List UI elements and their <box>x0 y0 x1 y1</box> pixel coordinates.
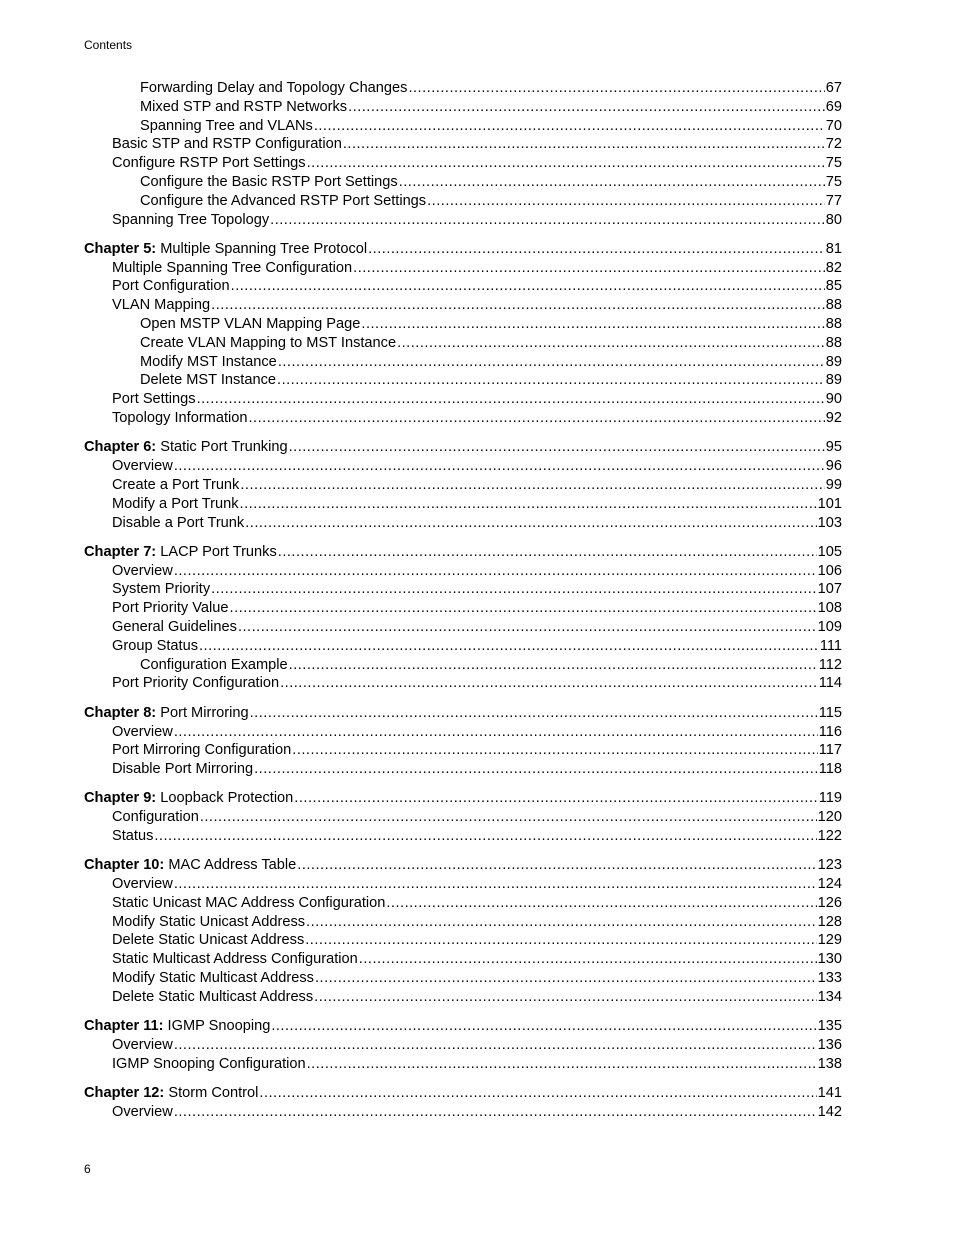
toc-entry[interactable] <box>84 827 842 846</box>
page-ref: 130 <box>817 951 842 968</box>
page-ref: 133 <box>817 970 842 987</box>
toc-entry[interactable] <box>84 371 842 390</box>
toc-entry[interactable] <box>84 1036 842 1055</box>
chapter-heading <box>84 856 296 875</box>
entry-title: Open MSTP VLAN Mapping Page <box>140 316 361 333</box>
toc-entry[interactable] <box>84 580 842 599</box>
entry-title: Modify Static Unicast Address <box>112 913 306 930</box>
dot-leader <box>248 409 824 428</box>
chapter-label: Chapter 5: <box>84 240 157 257</box>
page-ref: 118 <box>818 761 842 778</box>
entry-title: Configure the Advanced RSTP Port Settings <box>140 192 427 209</box>
toc-entry[interactable] <box>84 723 842 742</box>
page-ref: 119 <box>818 790 842 807</box>
page-ref: 128 <box>817 913 842 930</box>
dot-leader <box>238 618 817 637</box>
page-ref: 116 <box>818 723 842 740</box>
page-ref: 95 <box>825 439 842 456</box>
dot-leader <box>292 741 817 760</box>
entry-title: Overview <box>112 723 173 740</box>
page-ref: 111 <box>819 637 842 654</box>
entry-title: Disable a Port Trunk <box>112 514 245 531</box>
toc-chapter-entry[interactable] <box>84 240 842 259</box>
chapter-label: Chapter 10: <box>84 857 165 874</box>
toc-chapter-entry[interactable] <box>84 438 842 457</box>
dot-leader <box>277 371 825 390</box>
dot-leader <box>154 827 816 846</box>
page-ref: 88 <box>825 334 842 351</box>
toc-entry[interactable] <box>84 334 842 353</box>
dot-leader <box>359 950 817 969</box>
page-ref: 88 <box>825 297 842 314</box>
dot-leader <box>399 173 825 192</box>
dot-leader <box>294 789 817 808</box>
dot-leader <box>174 562 817 581</box>
dot-leader <box>245 514 816 533</box>
toc-entry[interactable] <box>84 192 842 211</box>
page-ref: 134 <box>817 988 842 1005</box>
toc-chapter-entry[interactable] <box>84 789 842 808</box>
entry-title: Overview <box>112 1036 173 1053</box>
page-ref: 142 <box>817 1103 842 1120</box>
page-ref: 108 <box>817 600 842 617</box>
toc-entry[interactable] <box>84 656 842 675</box>
toc-chapter-entry[interactable] <box>84 1084 842 1103</box>
entry-title: Mixed STP and RSTP Networks <box>140 98 348 115</box>
page-ref: 135 <box>817 1018 842 1035</box>
page-ref: 75 <box>825 173 842 190</box>
dot-leader <box>211 296 825 315</box>
toc-entry[interactable] <box>84 457 842 476</box>
entry-title: Create a Port Trunk <box>112 476 240 493</box>
dot-leader <box>386 894 816 913</box>
toc-entry[interactable] <box>84 277 842 296</box>
page-ref: 105 <box>817 543 842 560</box>
dot-leader <box>278 543 817 562</box>
page-ref: 81 <box>825 240 842 257</box>
entry-title: Delete Static Multicast Address <box>112 988 314 1005</box>
entry-title: Modify Static Multicast Address <box>112 970 314 987</box>
page-ref: 141 <box>817 1085 842 1102</box>
entry-title: Basic STP and RSTP Configuration <box>112 136 342 153</box>
page-ref: 90 <box>825 391 842 408</box>
page-ref: 109 <box>817 619 842 636</box>
page-ref: 99 <box>825 476 842 493</box>
page-ref: 103 <box>817 514 842 531</box>
chapter-label: Chapter 12: <box>84 1085 165 1102</box>
toc-entry[interactable] <box>84 760 842 779</box>
toc-entry[interactable] <box>84 476 842 495</box>
chapter-heading <box>84 543 277 562</box>
dot-leader <box>270 211 825 230</box>
dot-leader <box>240 495 817 514</box>
dot-leader <box>368 240 825 259</box>
dot-leader <box>343 135 825 154</box>
entry-title: Create VLAN Mapping to MST Instance <box>140 334 397 351</box>
toc-entry[interactable] <box>84 674 842 693</box>
dot-leader <box>174 723 818 742</box>
entry-title: Modify a Port Trunk <box>112 495 239 512</box>
entry-title: Delete MST Instance <box>140 372 277 389</box>
dot-leader <box>250 704 818 723</box>
entry-title: General Guidelines <box>112 619 237 636</box>
page-ref: 138 <box>817 1055 842 1072</box>
entry-title: Topology Information <box>112 410 248 427</box>
page-ref: 75 <box>825 155 842 172</box>
toc-entry[interactable] <box>84 211 842 230</box>
dot-leader <box>230 599 817 618</box>
chapter-title: Loopback Protection <box>160 790 294 807</box>
page-ref: 120 <box>817 809 842 826</box>
entry-title: Spanning Tree and VLANs <box>140 117 313 134</box>
entry-title: Port Mirroring Configuration <box>112 742 292 759</box>
chapter-title: Static Port Trunking <box>160 439 288 456</box>
toc-entry[interactable] <box>84 98 842 117</box>
dot-leader <box>307 154 825 173</box>
page-ref: 112 <box>818 656 842 673</box>
entry-title: Static Multicast Address Configuration <box>112 951 358 968</box>
page-ref: 123 <box>817 857 842 874</box>
dot-leader <box>240 476 824 495</box>
dot-leader <box>307 1055 817 1074</box>
toc-entry[interactable] <box>84 950 842 969</box>
page-ref: 72 <box>825 136 842 153</box>
entry-title: IGMP Snooping Configuration <box>112 1055 306 1072</box>
dot-leader <box>271 1017 816 1036</box>
page-ref: 80 <box>825 211 842 228</box>
toc-entry[interactable] <box>84 1055 842 1074</box>
page-ref: 92 <box>825 410 842 427</box>
page-ref: 89 <box>825 372 842 389</box>
chapter-title: IGMP Snooping <box>167 1018 271 1035</box>
chapter-title: Storm Control <box>168 1085 259 1102</box>
chapter-label: Chapter 9: <box>84 790 157 807</box>
dot-leader <box>427 192 825 211</box>
toc-entry[interactable] <box>84 599 842 618</box>
dot-leader <box>200 808 817 827</box>
chapter-heading <box>84 1017 270 1036</box>
dot-leader <box>305 931 816 950</box>
page-ref: 126 <box>817 894 842 911</box>
page-ref: 114 <box>818 675 842 692</box>
toc-entry[interactable] <box>84 637 842 656</box>
dot-leader <box>254 760 818 779</box>
chapter-heading <box>84 1084 258 1103</box>
dot-leader <box>353 259 825 278</box>
entry-title: Configuration Example <box>140 656 288 673</box>
entry-title: Disable Port Mirroring <box>112 761 254 778</box>
dot-leader <box>199 637 819 656</box>
dot-leader <box>297 856 816 875</box>
toc-entry[interactable] <box>84 875 842 894</box>
toc-entry[interactable] <box>84 1103 842 1122</box>
entry-title: Overview <box>112 1103 173 1120</box>
toc-entry[interactable] <box>84 988 842 1007</box>
entry-title: VLAN Mapping <box>112 297 211 314</box>
toc-entry[interactable] <box>84 259 842 278</box>
toc-entry[interactable] <box>84 894 842 913</box>
chapter-label: Chapter 11: <box>84 1018 164 1035</box>
toc-chapter-entry[interactable] <box>84 543 842 562</box>
page-ref: 107 <box>817 581 842 598</box>
toc-entry[interactable] <box>84 117 842 136</box>
dot-leader <box>315 969 817 988</box>
dot-leader <box>306 913 817 932</box>
dot-leader <box>174 1103 817 1122</box>
chapter-title: Port Mirroring <box>160 704 249 721</box>
table-of-contents <box>84 79 842 1122</box>
page-ref: 122 <box>817 827 842 844</box>
toc-chapter-entry[interactable] <box>84 856 842 875</box>
entry-title: Port Configuration <box>112 278 230 295</box>
chapter-heading <box>84 240 367 259</box>
page-ref: 88 <box>825 316 842 333</box>
dot-leader <box>361 315 824 334</box>
page-ref: 69 <box>825 98 842 115</box>
chapter-title: LACP Port Trunks <box>160 543 277 560</box>
entry-title: System Priority <box>112 581 211 598</box>
page-ref: 82 <box>825 259 842 276</box>
toc-entry[interactable] <box>84 390 842 409</box>
entry-title: Multiple Spanning Tree Configuration <box>112 259 353 276</box>
toc-entry[interactable] <box>84 315 842 334</box>
entry-title: Port Priority Value <box>112 600 229 617</box>
entry-title: Modify MST Instance <box>140 353 277 370</box>
entry-title: Forwarding Delay and Topology Changes <box>140 80 408 96</box>
entry-title: Spanning Tree Topology <box>112 211 270 228</box>
toc-entry[interactable] <box>84 514 842 533</box>
dot-leader <box>408 79 824 98</box>
entry-title: Port Priority Configuration <box>112 675 280 692</box>
page-ref: 85 <box>825 278 842 295</box>
toc-entry[interactable] <box>84 79 842 98</box>
toc-entry[interactable] <box>84 173 842 192</box>
dot-leader <box>174 1036 817 1055</box>
page-number: 6 <box>84 1162 91 1176</box>
chapter-title: Multiple Spanning Tree Protocol <box>160 240 368 257</box>
chapter-label: Chapter 8: <box>84 704 157 721</box>
entry-title: Overview <box>112 562 173 579</box>
dot-leader <box>174 875 817 894</box>
page-ref: 124 <box>817 876 842 893</box>
toc-entry[interactable] <box>84 353 842 372</box>
dot-leader <box>280 674 818 693</box>
dot-leader <box>314 117 825 136</box>
page-ref: 117 <box>818 742 842 759</box>
chapter-heading <box>84 704 249 723</box>
entry-title: Configure RSTP Port Settings <box>112 155 306 172</box>
entry-title: Configuration <box>112 809 199 826</box>
running-header: Contents <box>84 38 133 52</box>
entry-title: Overview <box>112 876 173 893</box>
dot-leader <box>397 334 825 353</box>
page-ref: 89 <box>825 353 842 370</box>
toc-entry[interactable] <box>84 913 842 932</box>
toc-entry[interactable] <box>84 495 842 514</box>
dot-leader <box>348 98 825 117</box>
entry-title: Group Status <box>112 637 198 654</box>
page-ref: 77 <box>825 192 842 209</box>
toc-entry[interactable] <box>84 931 842 950</box>
dot-leader <box>174 457 825 476</box>
dot-leader <box>278 353 825 372</box>
chapter-label: Chapter 7: <box>84 543 157 560</box>
toc-entry[interactable] <box>84 154 842 173</box>
entry-title: Static Unicast MAC Address Configuration <box>112 894 386 911</box>
toc-chapter-entry[interactable] <box>84 1017 842 1036</box>
dot-leader <box>231 277 825 296</box>
toc-entry[interactable] <box>84 135 842 154</box>
entry-title: Configure the Basic RSTP Port Settings <box>140 173 398 190</box>
page-ref: 136 <box>817 1036 842 1053</box>
chapter-label: Chapter 6: <box>84 439 157 456</box>
entry-title: Port Settings <box>112 391 196 408</box>
toc-entry[interactable] <box>84 618 842 637</box>
toc-entry[interactable] <box>84 741 842 760</box>
toc-entry[interactable] <box>84 969 842 988</box>
toc-chapter-entry[interactable] <box>84 704 842 723</box>
entry-title: Delete Static Unicast Address <box>112 932 305 949</box>
page-ref: 96 <box>825 458 842 475</box>
toc-entry[interactable] <box>84 296 842 315</box>
chapter-heading <box>84 789 293 808</box>
page-ref: 101 <box>817 495 842 512</box>
chapter-title: MAC Address Table <box>168 857 297 874</box>
dot-leader <box>259 1084 816 1103</box>
page-ref: 67 <box>825 80 842 96</box>
dot-leader <box>289 656 818 675</box>
toc-entry[interactable] <box>84 808 842 827</box>
entry-title: Status <box>112 827 154 844</box>
dot-leader <box>197 390 825 409</box>
toc-entry[interactable] <box>84 409 842 428</box>
dot-leader <box>211 580 817 599</box>
dot-leader <box>314 988 816 1007</box>
page-ref: 106 <box>817 562 842 579</box>
toc-entry[interactable] <box>84 562 842 581</box>
entry-title: Overview <box>112 458 173 475</box>
page-ref: 70 <box>825 117 842 134</box>
chapter-heading <box>84 438 288 457</box>
page-ref: 129 <box>817 932 842 949</box>
dot-leader <box>289 438 825 457</box>
page-ref: 115 <box>818 704 842 721</box>
